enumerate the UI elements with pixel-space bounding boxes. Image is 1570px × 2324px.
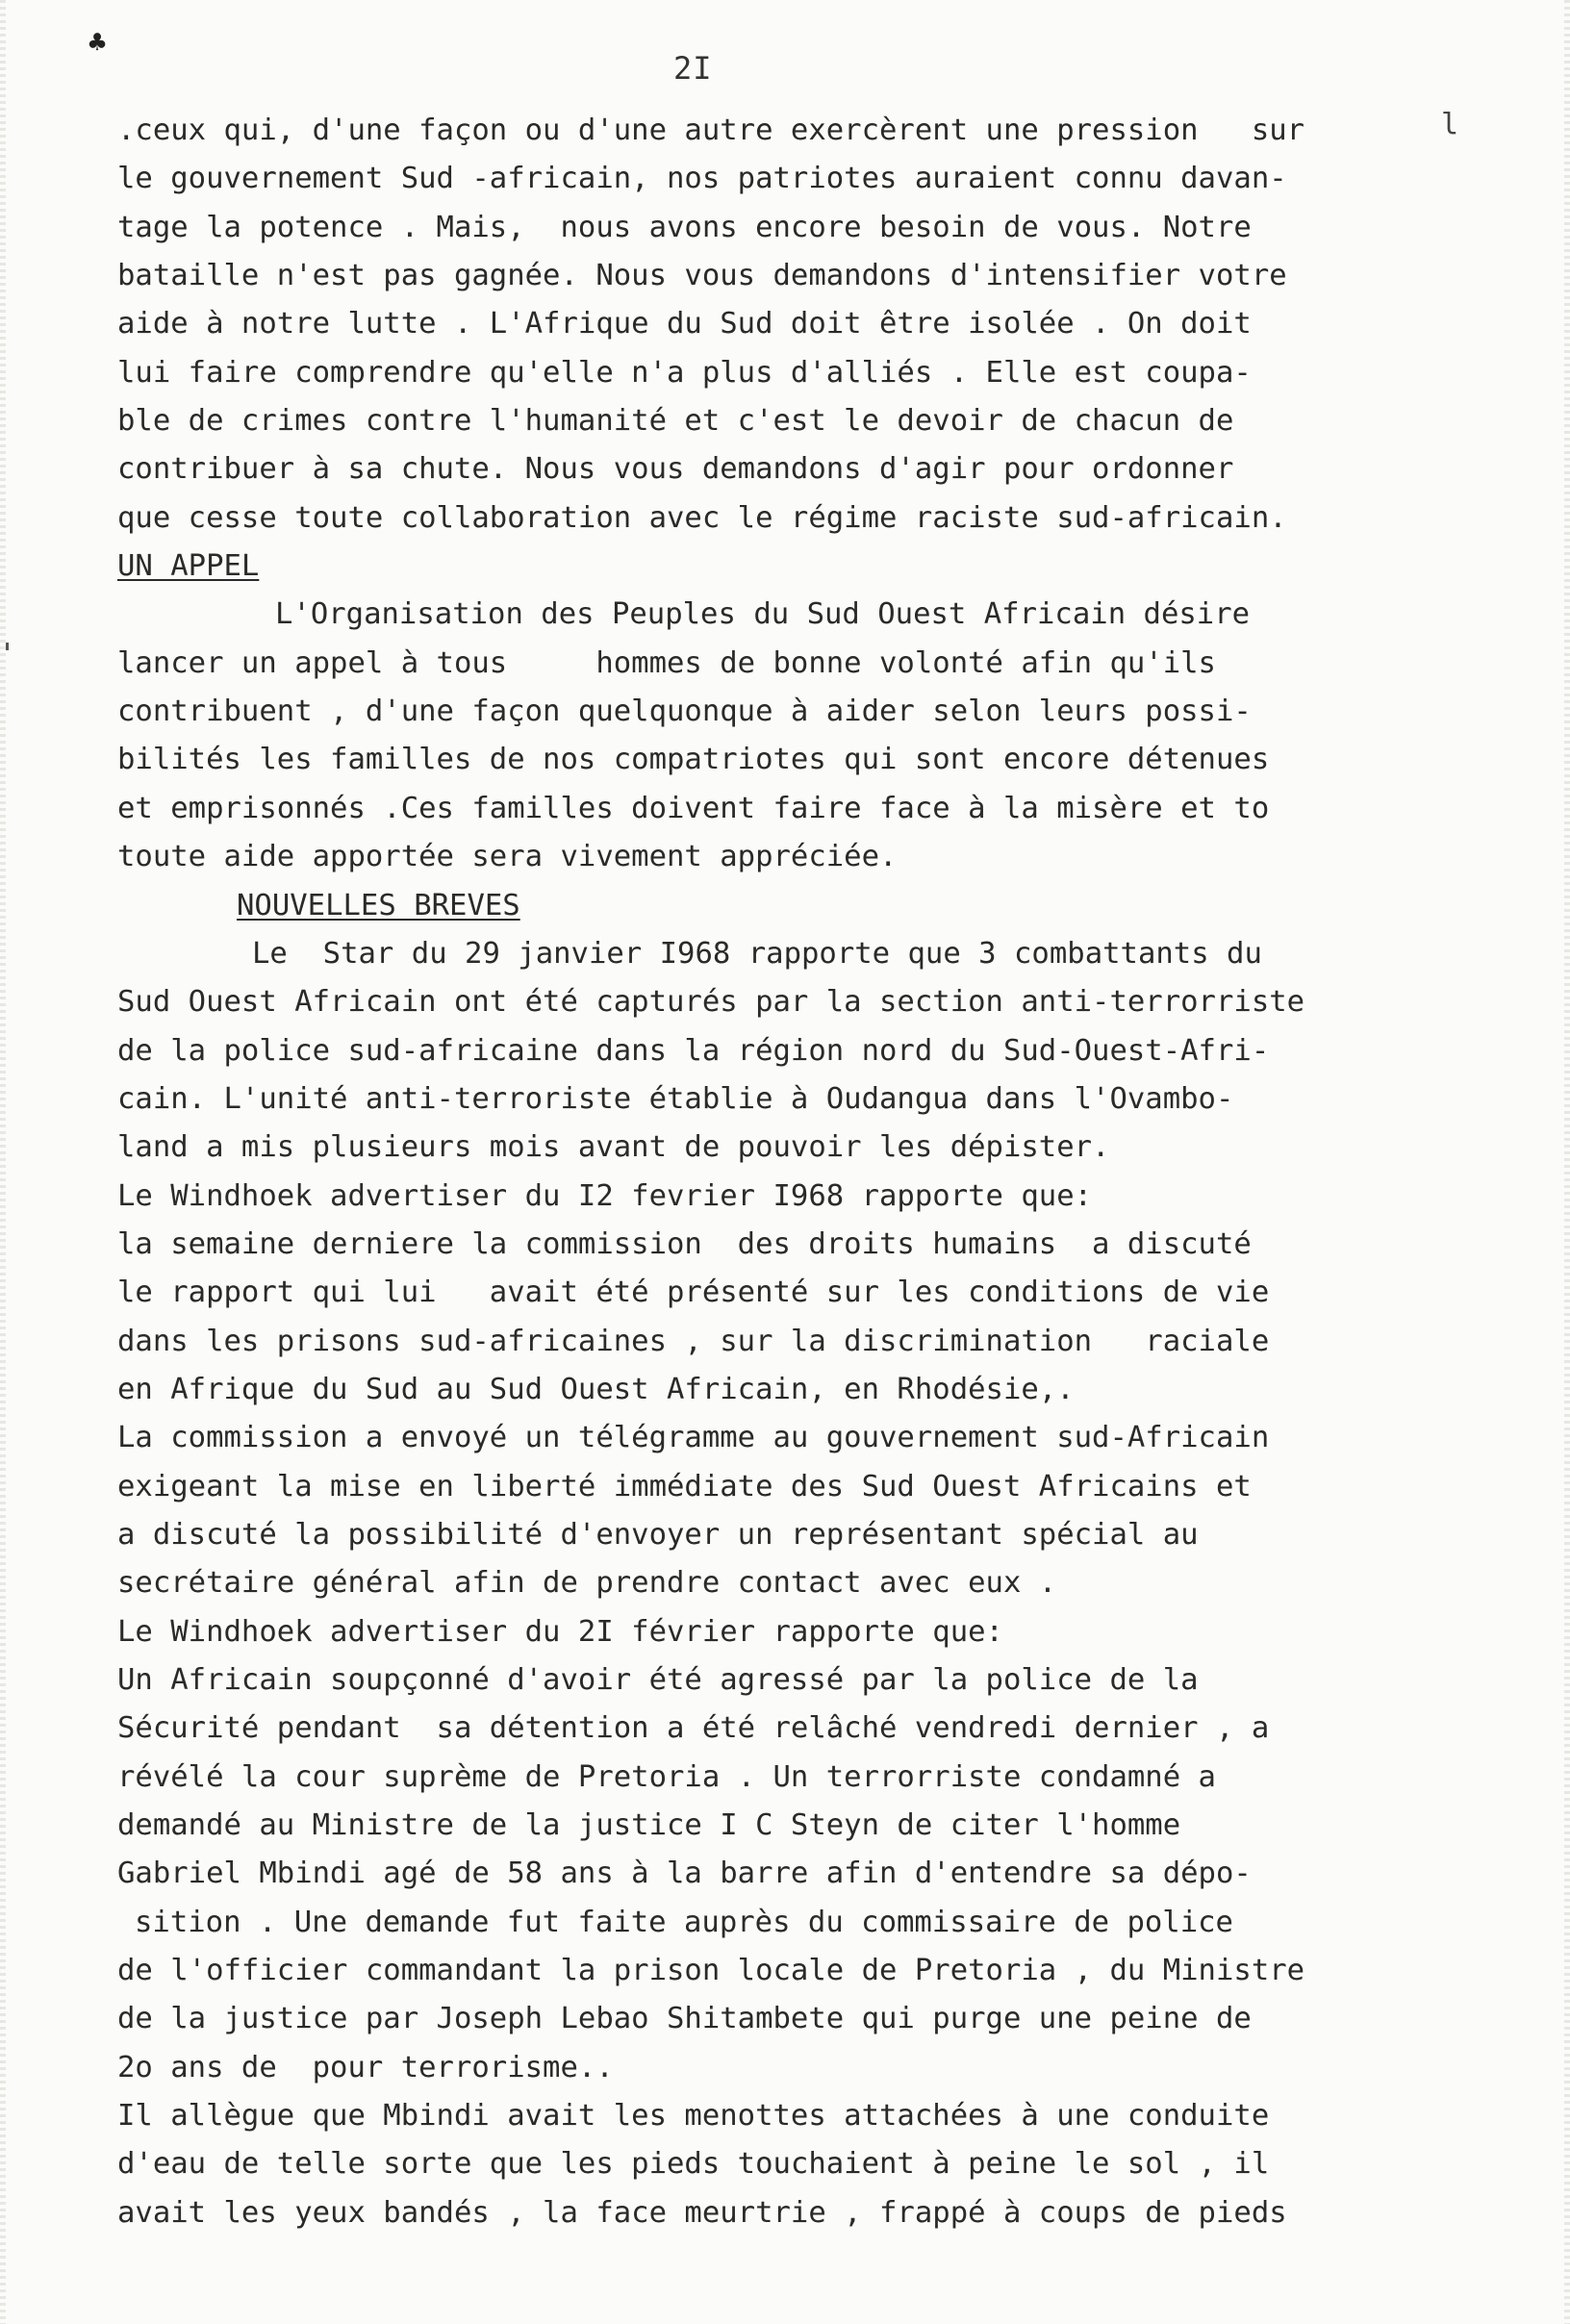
text-line: cain. L'unité anti-terroriste établie à Oudangua dans l'Ovambo- <box>117 1081 1234 1116</box>
margin-dot <box>6 643 9 650</box>
text-line: bataille n'est pas gagnée. Nous vous demandons d'intensifier votre <box>117 259 1287 293</box>
text-line: et emprisonnés .Ces familles doivent faire face à la misère et to <box>117 791 1270 825</box>
text-line: le gouvernement Sud -africain, nos patriotes auraient connu davan- <box>117 162 1287 196</box>
text-line: .ceux qui, d'une façon ou d'une autre exercèrent une pression sur <box>117 114 1305 147</box>
text-line: lancer un appel à tous hommes de bonne volonté afin qu'ils <box>117 645 1216 680</box>
text-line: d'eau de telle sorte que les pieds touchaient à peine le sol , il <box>117 2147 1270 2182</box>
scan-edge-left <box>0 0 6 2324</box>
text-line: Sécurité pendant sa détention a été relâché vendredi dernier , a <box>117 1711 1270 1746</box>
section-heading: UN APPEL <box>117 549 260 584</box>
text-line: en Afrique du Sud au Sud Ouest Africain, en Rhodésie,. <box>117 1372 1075 1406</box>
margin-note: l <box>1441 108 1459 141</box>
text-line: land a mis plusieurs mois avant de pouvoir les dépister. <box>117 1130 1110 1165</box>
section-heading: NOUVELLES BREVES <box>237 888 520 922</box>
text-line: Sud Ouest Africain ont été capturés par la section anti-terrorriste <box>117 985 1305 1020</box>
text-line: de la police sud-africaine dans la région nord du Sud-Ouest-Afri- <box>117 1033 1270 1068</box>
corner-mark: ♣ <box>89 26 107 60</box>
text-line: lui faire comprendre qu'elle n'a plus d'alliés . Elle est coupa- <box>117 355 1252 390</box>
text-line: avait les yeux bandés , la face meurtrie , frappé à coups de pieds <box>117 2195 1287 2230</box>
text-line: toute aide apportée sera vivement appréciée. <box>117 840 898 874</box>
text-line: contribuent , d'une façon quelquonque à aider selon leurs possi- <box>117 695 1252 729</box>
text-line: exigeant la mise en liberté immédiate des Sud Ouest Africains et <box>117 1469 1252 1503</box>
text-line: sition . Une demande fut faite auprès du commissaire de police <box>135 1905 1233 1939</box>
text-line: Un Africain soupçonné d'avoir été agressé par la police de la <box>117 1663 1199 1697</box>
text-line: Le Windhoek advertiser du 2I février rapporte que: <box>117 1614 1003 1649</box>
text-line: Le Windhoek advertiser du I2 fevrier I968 rapporte que: <box>117 1178 1093 1213</box>
text-line: Il allègue que Mbindi avait les menottes attachées à une conduite <box>117 2099 1270 2134</box>
text-line: dans les prisons sud-africaines , sur la discrimination raciale <box>117 1324 1270 1358</box>
text-line: demandé au Ministre de la justice I C Steyn de citer l'homme <box>117 1808 1181 1843</box>
text-line: que cesse toute collaboration avec le régime raciste sud-africain. <box>117 500 1287 535</box>
text-line: bilités les familles de nos compatriotes qui sont encore détenues <box>117 743 1270 777</box>
body-text <box>117 107 1455 2237</box>
text-line: tage la potence . Mais, nous avons encore besoin de vous. Notre <box>117 210 1252 244</box>
text-line: révélé la cour suprème de Pretoria . Un terrorriste condamné a <box>117 1759 1216 1794</box>
text-line: 2o ans de pour terrorisme.. <box>117 2050 614 2084</box>
text-line: Gabriel Mbindi agé de 58 ans à la barre afin d'entendre sa dépo- <box>117 1857 1252 1891</box>
text-line: la semaine derniere la commission des droits humains a discuté <box>117 1226 1252 1261</box>
text-line: le rapport qui lui avait été présenté sur les conditions de vie <box>117 1276 1270 1310</box>
text-line: contribuer à sa chute. Nous vous demandons d'agir pour ordonner <box>117 452 1234 487</box>
text-line: aide à notre lutte . L'Afrique du Sud doit être isolée . On doit <box>117 307 1252 341</box>
text-line: de la justice par Joseph Lebao Shitambete qui purge une peine de <box>117 2002 1252 2036</box>
scan-edge-right <box>1564 0 1570 2324</box>
text-line: La commission a envoyé un télégramme au gouvernement sud-Africain <box>117 1421 1270 1455</box>
text-line: ble de crimes contre l'humanité et c'est le devoir de chacun de <box>117 404 1234 439</box>
text-line: Le Star du 29 janvier I968 rapporte que 3 combattants du <box>252 936 1262 971</box>
text-line: de l'officier commandant la prison locale de Pretoria , du Ministre <box>117 1954 1305 1988</box>
text-line: a discuté la possibilité d'envoyer un représentant spécial au <box>117 1517 1199 1552</box>
text-line: secrétaire général afin de prendre contact avec eux . <box>117 1566 1057 1601</box>
text-line: L'Organisation des Peuples du Sud Ouest Africain désire <box>275 597 1251 632</box>
page-number: 2I <box>673 50 713 87</box>
